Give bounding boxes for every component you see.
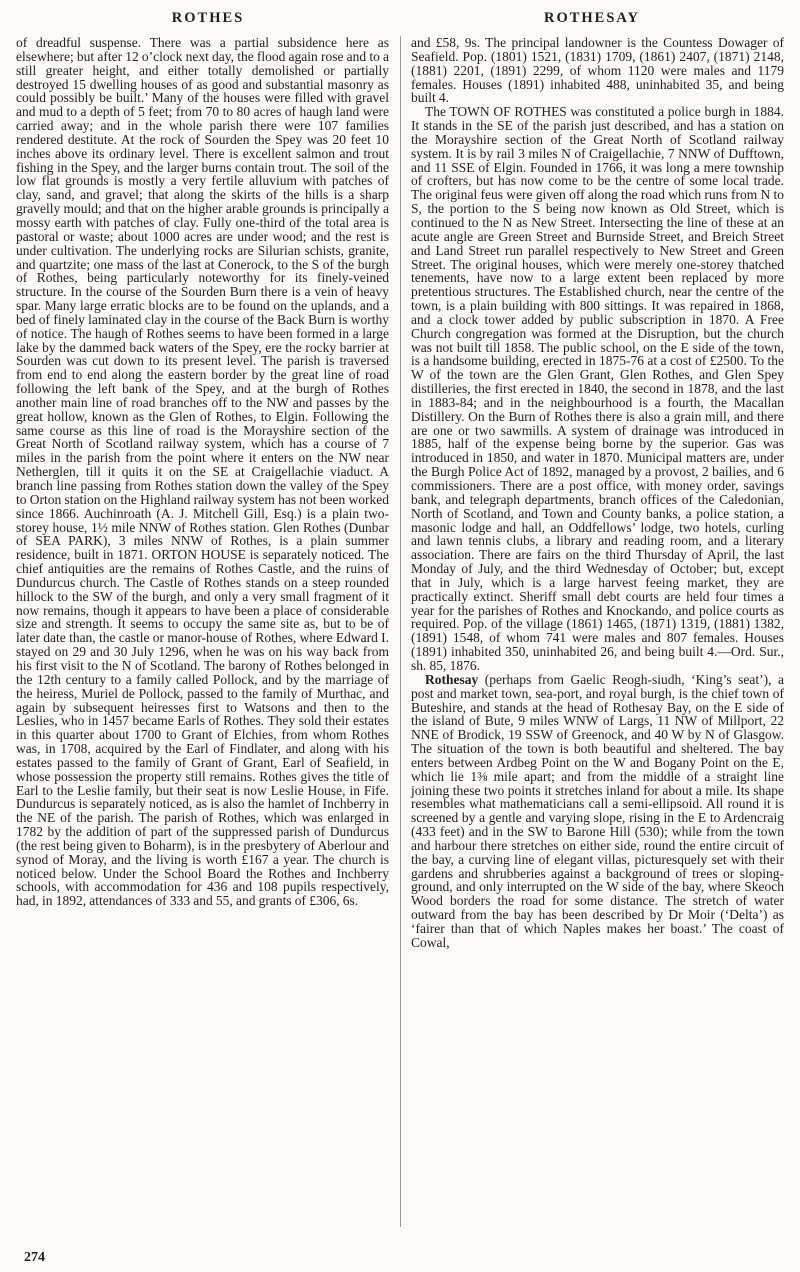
running-head-right: ROTHESAY: [543, 10, 641, 26]
page-header: [16, 10, 784, 27]
paragraph-rothes-continuation: of dreadful suspense. There was a partial subsidence here as elsewhere; but after 12 o’clock next day, the flood again rose and to a still greater height, and either totally demolished or partially destroyed 15 dwelling houses of as good and substantial masonry as could possibly be built.’ Many of the houses were filled with gravel and mud to a depth of 5 feet; from 70 to 80 acres of haugh land were carried away; and in the whole parish there were 107 families rendered destitute. At the rock of Sourden the Spey was 20 feet 10 inches above its ordinary level. There is excellent salmon and trout fishing in the Spey, and the larger burns contain trout. The soil of the low flat grounds is mostly a very fertile alluvium with patches of clay, sand, and gravel; that along the skirts of the hills is a sharp gravelly mould; and that on the higher arable grounds is principally a mossy earth with patches of clay. Fully one-third of the total area is pastoral or waste; about 1000 acres are under wood; and the rest is under cultivation. The underlying rocks are Silurian schists, granite, and quartzite; one mass of the last at Conerock, to the S of the burgh of Rothes, being particularly noteworthy for its finely-veined structure. In the course of the Sourden Burn there is a vein of heavy spar. Many large erratic blocks are to be found on the uplands, and a bed of finely laminated clay in the course of the Back Burn is worthy of notice. The haugh of Rothes seems to have been formed in a large lake by the dammed back waters of the Spey, ere the rocky barrier at Sourden was cut down to its present level. The parish is traversed from end to end along the eastern border by the great line of road following the left bank of the Spey, and at the burgh of Rothes another main line of road branches off to the NW and passes by the great hollow, known as the Glen of Rothes, to Elgin. Following the same course as this line of road is the Morayshire section of the Great North of Scotland railway system, which has a course of 7 miles in the parish from the point where it enters on the NW near Netherglen, till it quits it on the SE at Craigellachie viaduct. A branch line passing from Rothes station down the valley of the Spey to Orton station on the Highland railway system has not been worked since 1866. Auchinroath (A. J. Mitchell Gill, Esq.) is a plain two-storey house, 1½ mile NNW of Rothes station. Glen Rothes (Dunbar of SEA PARK), 3 miles NNW of Rothes, is a plain summer residence, built in 1871. ORTON HOUSE is separately noticed. The chief antiquities are the remains of Rothes Castle, and the ruins of Dundurcus church. The Castle of Rothes stands on a steep rounded hillock to the SW of the burgh, and only a very small fragment of it now remains, though it appears to have been a place of considerable size and strength. It seems to occupy the same site as, but to be of later date than, the castle or manor-house of Rothes, where Edward I. stayed on 29 and 30 July 1296, when he was on his way back from his first visit to the N of Scotland. The barony of Rothes belonged in the 12th century to a family called Pollock, and by the marriage of the heiress, Muriel de Pollock, passed to the family of Murthac, and again by subsequent heiresses first to Watsons and then to the Leslies, who in 1457 became Earls of Rothes. They sold their estates in this quarter about 1700 to Grant of Elchies, from whom Rothes was, in 1708, acquired by the Earl of Findlater, and along with his estates passed to the family of Grant of Grant, Earl of Seafield, in whose possession the property still remains. Rothes gives the title of Earl to the Leslie family, but their seat is now Leslie House, in Fife. Dundurcus is separately noticed, as is also the hamlet of Inchberry in the NE of the parish. The parish of Rothes, which was enlarged in 1782 by the addition of part of the suppressed parish of Dundurcus (the rest being given to Boharm), is in the presbytery of Aberlour and synod of Moray, and the living is worth £167 a year. The church is noticed below. Under the School Board the Rothes and Inchberry schools, with accommodation for 436 and 108 pupils respectively, had, in 1892, attendances of 333 and 55, and grants of £306, 6s.: [16, 35, 389, 909]
text-columns: [16, 36, 784, 1241]
page-number: 274: [24, 1250, 45, 1265]
entry-title-rothesay: Rothesay: [425, 671, 479, 687]
paragraph-statistics-continuation: and £58, 9s. The principal landowner is the Countess Dowager of Seafield. Pop. (1801) 1521, (1831) 1709, (1861) 2407, (1871) 2148, (1881) 2201, (1891) 2299, of whom 1120 were males and 1179 females. Houses (1891) inhabited 488, uninhabited 35, and being built 4.: [411, 35, 784, 106]
running-head-left: ROTHES: [171, 10, 245, 26]
paragraph-town-of-rothes: The TOWN OF ROTHES was constituted a police burgh in 1884. It stands in the SE of the parish just described, and has a station on the Morayshire section of the Great North of Scotland railway system. It is by rail 3 miles N of Craigellachie, 7 NNW of Dufftown, and 11 SSE of Elgin. Founded in 1766, it was long a mere township of crofters, but has now come to be the centre of some local trade. The original feus were given off along the road which runs from N to S, the portion to the S being now known as Old Street, which is continued to the N as New Street. Intersecting the line of these at an acute angle are Green Street and Burnside Street, and Breich Street and Land Street run parallel respectively to New Street and Green Street. The original houses, which were merely one-storey thatched tenements, have now to a large extent been replaced by more pretentious structures. The Established church, near the centre of the town, is a plain building with 800 sittings. It was repaired in 1868, and a clock tower added by public subscription in 1870. A Free Church congregation was formed at the Disruption, but the church was not built till 1858. The public school, on the E side of the town, is a handsome building, erected in 1875-76 at a cost of £2500. To the W of the town are the Glen Grant, Glen Rothes, and Glen Spey distilleries, the first erected in 1840, the second in 1878, and the last in 1883-84; and in the neighbourhood is a fourth, the Macallan Distillery. On the Burn of Rothes there is also a grain mill, and there are one or two sawmills. A system of drainage was introduced in 1885, half of the expense being borne by the superior. Gas was introduced in 1850, and water in 1870. Municipal matters are, under the Burgh Police Act of 1892, managed by a provost, 2 bailies, and 6 commissioners. There are a post office, with money order, savings bank, and telegraph departments, branch offices of the Caledonian, North of Scotland, and Town and County banks, a police station, a masonic lodge and hall, an Oddfellows’ lodge, two hotels, curling and lawn tennis clubs, a library and reading room, and a literary association. There are fairs on the third Thursday of April, the last Monday of July, and the third Wednesday of October; but, except that in July, which is a large harvest feeing market, they are practically extinct. Sheriff small debt courts are held four times a year for the parishes of Rothes and Knockando, and police courts as required. Pop. of the village (1861) 1465, (1871) 1319, (1881) 1382, (1891) 1548, of whom 741 were males and 807 females. Houses (1891) inhabited 350, uninhabited 26, and being built 4.—Ord. Sur., sh. 85, 1876.: [411, 104, 784, 673]
rothesay-entry-text: (perhaps from Gaelic Reogh-siudh, ‘King’s seat’), a post and market town, sea-port, and royal burgh, is the chief town of Buteshire, and stands at the head of Rothesay Bay, on the E side of the island of Bute, 9 miles WNW of Largs, 11 NW of Millport, 22 NNE of Brodick, 19 SSW of Greenock, and 40 W by N of Glasgow. The situation of the town is both beautiful and sheltered. The bay enters between Ardbeg Point on the W and Bogany Point on the E, which lie 1⅜ mile apart; and from the middle of a straight line joining these two points it stretches inland for about a mile. Its shape resembles what mathematicians call a semi-ellipsoid. All round it is screened by a gentle and varying slope, rising in the E to Ardencraig (433 feet) and in the SW to Barone Hill (530); while from the town and harbour there stretches on either side, round the entire circuit of the bay, a curving line of elegant villas, picturesquely set with their gardens and shrubberies against a background of trees or sloping-ground, and only interrupted on the W side of the bay, where Skeoch Wood borders the road for some distance. The stretch of water outward from the bay has been described by Dr Moir (‘Delta’) as ‘fairer than that of which Naples makes her boast.’ The coast of Cowal,: [411, 671, 784, 950]
paragraph-rothesay-entry: [411, 673, 784, 950]
right-column: [411, 36, 784, 1241]
left-column: [16, 36, 389, 1241]
